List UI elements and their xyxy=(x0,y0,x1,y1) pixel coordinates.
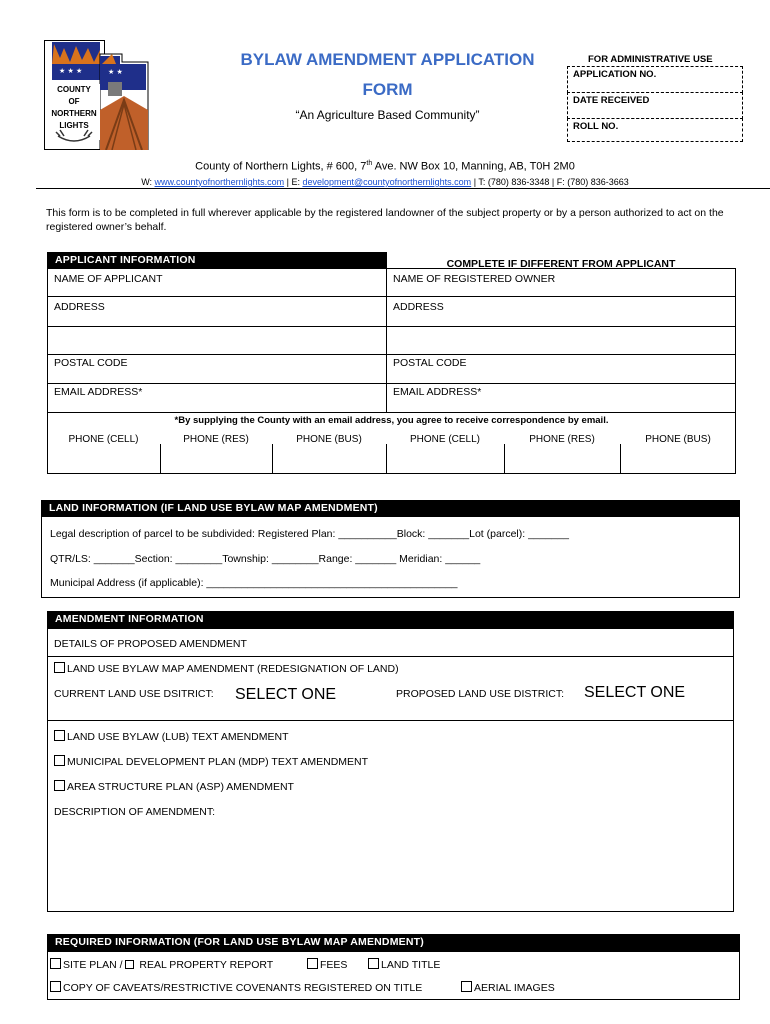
application-no-field[interactable] xyxy=(567,66,743,93)
applicant-phone-cell-label: PHONE (CELL) xyxy=(68,434,139,445)
map-amendment-option[interactable]: LAND USE BYLAW MAP AMENDMENT (REDESIGNATION OF LAND) xyxy=(54,662,399,675)
application-no-label: APPLICATION NO. xyxy=(573,69,657,80)
description-field[interactable] xyxy=(52,822,728,908)
real-property-checkbox[interactable] xyxy=(125,960,134,969)
county-logo xyxy=(44,40,150,150)
tagline: “An Agriculture Based Community” xyxy=(295,108,480,122)
contact-line: W: www.countyofnorthernlights.com | E: development@countyofnorthernlights.com | T: (780) 836-3348 | F: (780) 836-3663 xyxy=(141,177,629,187)
applicant-phone-bus-label: PHONE (BUS) xyxy=(296,434,362,445)
form-title-line1: BYLAW AMENDMENT APPLICATION xyxy=(240,50,535,69)
owner-postal-label: POSTAL CODE xyxy=(393,357,467,369)
aerial-images-option[interactable]: AERIAL IMAGES xyxy=(461,981,555,994)
owner-email-label: EMAIL ADDRESS* xyxy=(393,386,482,398)
name-of-applicant-label: NAME OF APPLICANT xyxy=(54,273,163,285)
intro-text: This form is to be completed in full wherever applicable by the registered landowner of the subject property or by a person authorized to act on the registered owner’s behalf. xyxy=(46,207,724,233)
svg-text:★ ★: ★ ★ xyxy=(108,68,123,76)
details-label: DETAILS OF PROPOSED AMENDMENT xyxy=(54,638,247,650)
mdp-text-checkbox[interactable] xyxy=(54,755,65,766)
fees-checkbox[interactable] xyxy=(307,958,318,969)
applicant-postal-label: POSTAL CODE xyxy=(54,357,128,369)
qtr-section-line[interactable]: QTR/LS: _______Section: ________Township: ________Range: _______ Meridian: ______ xyxy=(50,553,481,565)
applicant-phone-res-label: PHONE (RES) xyxy=(183,434,249,445)
applicant-info-bar: APPLICANT INFORMATION xyxy=(47,252,387,268)
land-title-checkbox[interactable] xyxy=(368,958,379,969)
logo-text-line: OF xyxy=(68,97,80,106)
proposed-district-select[interactable]: SELECT ONE xyxy=(584,684,686,701)
date-received-label: DATE RECEIVED xyxy=(573,95,650,106)
date-received-field[interactable] xyxy=(567,92,743,119)
applicant-address-label: ADDRESS xyxy=(54,301,105,313)
legal-description-line[interactable]: Legal description of parcel to be subdivided: Registered Plan: __________Block: _______Lot (parcel): _______ xyxy=(50,528,569,540)
website-link[interactable]: www.countyofnorthernlights.com xyxy=(154,177,285,187)
header-divider xyxy=(36,188,770,189)
required-info-bar: REQUIRED INFORMATION (FOR LAND USE BYLAW MAP AMENDMENT) xyxy=(47,934,740,951)
land-title-option[interactable]: LAND TITLE xyxy=(368,958,440,971)
owner-info-heading: COMPLETE IF DIFFERENT FROM APPLICANT xyxy=(446,258,676,270)
map-amendment-checkbox[interactable] xyxy=(54,662,65,673)
site-plan-checkbox[interactable] xyxy=(50,958,61,969)
county-address: County of Northern Lights, # 600, 7th Ave. NW Box 10, Manning, AB, T0H 2M0 xyxy=(195,160,575,173)
caveats-checkbox[interactable] xyxy=(50,981,61,992)
email-link[interactable]: development@countyofnorthernlights.com xyxy=(302,177,472,187)
description-label: DESCRIPTION OF AMENDMENT: xyxy=(54,806,216,818)
municipal-address-line[interactable]: Municipal Address (if applicable): ___________________________________________ xyxy=(50,577,458,589)
lub-text-option[interactable]: LAND USE BYLAW (LUB) TEXT AMENDMENT xyxy=(54,730,289,743)
logo-text-line: COUNTY xyxy=(57,85,91,94)
site-plan-option[interactable]: SITE PLAN / REAL PROPERTY REPORT xyxy=(50,958,273,971)
owner-phone-res-label: PHONE (RES) xyxy=(529,434,595,445)
fees-option[interactable]: FEES xyxy=(307,958,347,971)
logo-text-line: LIGHTS xyxy=(59,121,89,130)
owner-address-label: ADDRESS xyxy=(393,301,444,313)
logo-text-line: NORTHERN xyxy=(51,109,97,118)
asp-option[interactable]: AREA STRUCTURE PLAN (ASP) AMENDMENT xyxy=(54,780,294,793)
mdp-text-option[interactable]: MUNICIPAL DEVELOPMENT PLAN (MDP) TEXT AMENDMENT xyxy=(54,755,368,768)
name-of-owner-label: NAME OF REGISTERED OWNER xyxy=(393,273,556,285)
land-info-bar: LAND INFORMATION (IF LAND USE BYLAW MAP AMENDMENT) xyxy=(41,500,740,517)
proposed-district-label: PROPOSED LAND USE DISTRICT: xyxy=(396,688,565,700)
asp-checkbox[interactable] xyxy=(54,780,65,791)
lub-text-checkbox[interactable] xyxy=(54,730,65,741)
owner-phone-cell-label: PHONE (CELL) xyxy=(409,434,480,445)
email-consent-note: *By supplying the County with an email address, you agree to receive correspondence by email. xyxy=(174,415,609,426)
svg-text:★ ★ ★: ★ ★ ★ xyxy=(59,67,83,75)
owner-phone-bus-label: PHONE (BUS) xyxy=(645,434,711,445)
aerial-images-checkbox[interactable] xyxy=(461,981,472,992)
admin-use-label: FOR ADMINISTRATIVE USE xyxy=(588,54,713,65)
current-district-select[interactable]: SELECT ONE xyxy=(235,686,337,703)
form-title-line2: FORM xyxy=(362,80,413,99)
applicant-email-label: EMAIL ADDRESS* xyxy=(54,386,143,398)
caveats-option[interactable]: COPY OF CAVEATS/RESTRICTIVE COVENANTS REGISTERED ON TITLE xyxy=(50,981,422,994)
roll-no-label: ROLL NO. xyxy=(573,121,619,132)
amendment-info-bar: AMENDMENT INFORMATION xyxy=(47,611,734,628)
roll-no-field[interactable] xyxy=(567,118,743,142)
current-district-label: CURRENT LAND USE DSITRICT: xyxy=(54,688,214,700)
